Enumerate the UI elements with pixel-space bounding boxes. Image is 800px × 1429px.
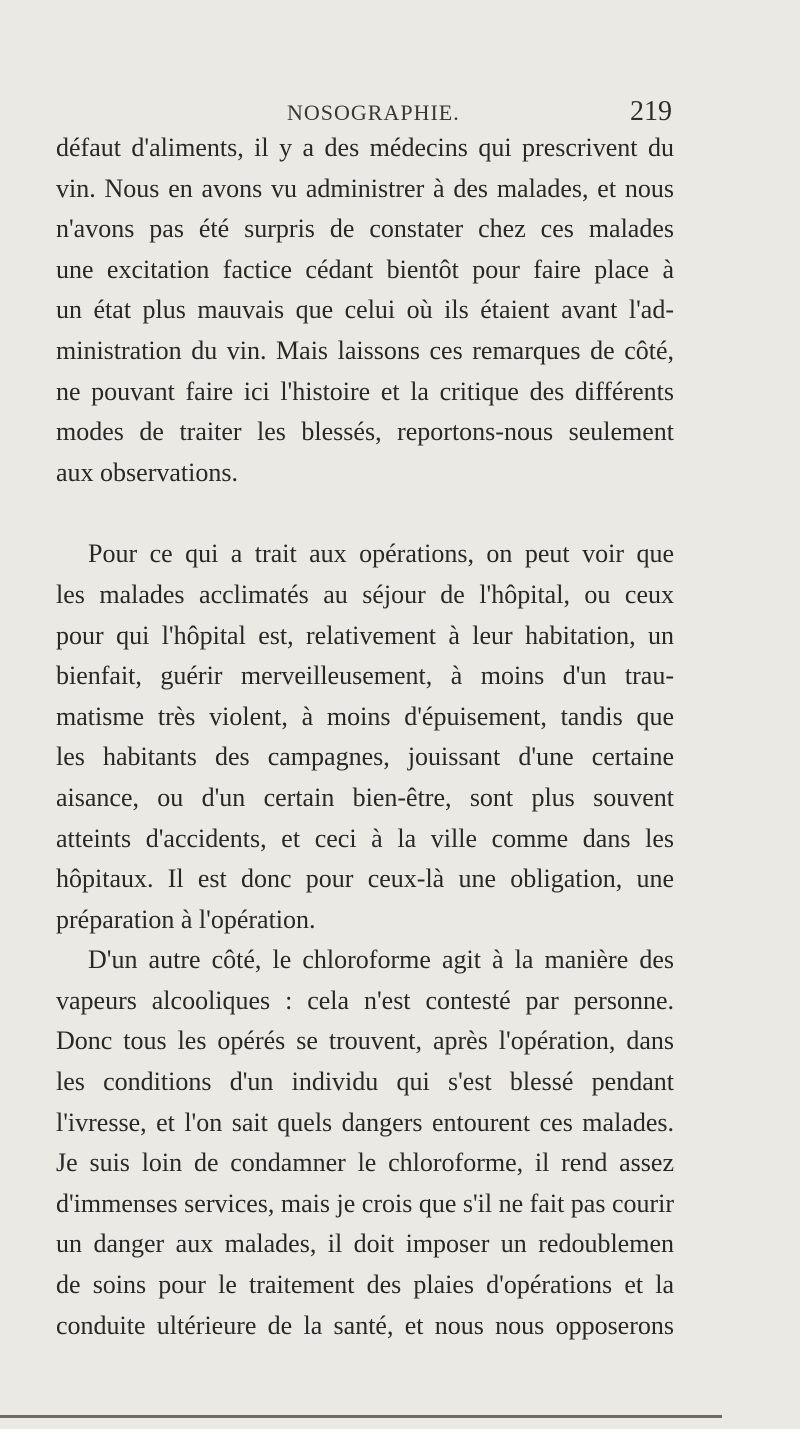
text-line: les conditions d'un individu qui s'est blessé pendant <box>56 1067 674 1097</box>
text-line: ministration du vin. Mais laissons ces remarques de côté, <box>56 335 674 365</box>
text-line: aux observations. <box>56 457 238 487</box>
paragraph <box>56 940 674 1346</box>
text-line: Pour ce qui a trait aux opérations, on peut voir que <box>88 539 674 569</box>
text-line: un danger aux malades, il doit imposer un redoublemen <box>56 1229 674 1259</box>
text-line: défaut d'aliments, il y a des médecins qui prescrivent du <box>56 133 674 162</box>
paragraph <box>56 534 674 940</box>
text-line: n'avons pas été surpris de constater chez ces malades <box>56 214 674 244</box>
page-header <box>0 96 800 126</box>
text-line: ne pouvant faire ici l'histoire et la critique des différents <box>56 376 674 406</box>
text-line: modes de traiter les blessés, reportons-nous seulement <box>56 417 674 447</box>
text-line: les malades acclimatés au séjour de l'hôpital, ou ceux <box>56 579 674 609</box>
text-line: conduite ultérieure de la santé, et nous nous opposerons <box>56 1310 674 1340</box>
text-line: l'ivresse, et l'on sait quels dangers entourent ces malades. <box>56 1107 674 1137</box>
page-number: 219 <box>630 96 672 127</box>
text-line: pour qui l'hôpital est, relativement à leur habitation, un <box>56 620 674 650</box>
text-line: vapeurs alcooliques : cela n'est contesté par personne. <box>56 985 674 1015</box>
text-line: préparation à l'opération. <box>56 904 316 934</box>
text-line: un état plus mauvais que celui où ils étaient avant l'ad- <box>56 295 674 325</box>
text-line: Donc tous les opérés se trouvent, après l'opération, dans <box>56 1026 674 1056</box>
text-line: bienfait, guérir merveilleusement, à moins d'un trau- <box>56 661 674 691</box>
text-line: D'un autre côté, le chloroforme agit à la manière des <box>88 945 674 975</box>
text-line: hôpitaux. Il est donc pour ceux-là une obligation, une <box>56 864 674 894</box>
running-title: NOSOGRAPHIE. <box>287 100 460 125</box>
body-text <box>56 128 674 1346</box>
text-line: atteints d'accidents, et ceci à la ville comme dans les <box>56 823 674 853</box>
paragraph <box>56 128 674 493</box>
text-line: d'immenses services, mais je crois que s'il ne fait pas courir <box>56 1188 675 1218</box>
text-line: vin. Nous en avons vu administrer à des malades, et nous <box>56 173 674 203</box>
text-line: une excitation factice cédant bientôt pour faire place à <box>56 254 674 284</box>
text-line: Je suis loin de condamner le chloroforme, il rend assez <box>56 1148 674 1178</box>
text-line: les habitants des campagnes, jouissant d'une certaine <box>56 742 674 772</box>
text-line: aisance, ou d'un certain bien-être, sont plus souvent <box>56 782 674 812</box>
paragraph-gap <box>56 493 674 534</box>
bottom-rule <box>0 1415 722 1418</box>
text-line: de soins pour le traitement des plaies d'opérations et la <box>56 1270 674 1300</box>
text-line: matisme très violent, à moins d'épuisement, tandis que <box>56 701 674 731</box>
